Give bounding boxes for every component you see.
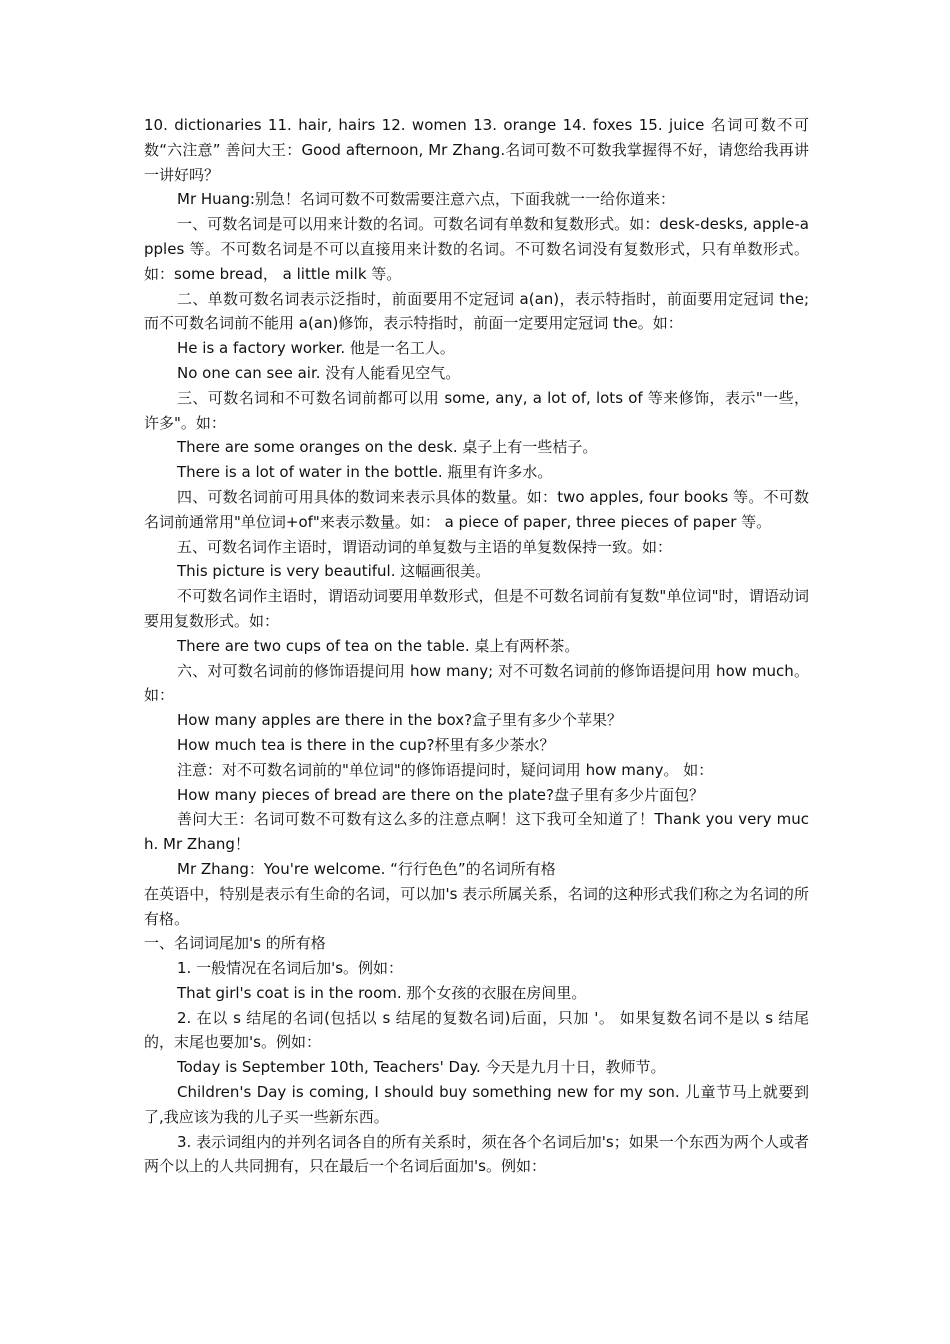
paragraph-possessive-heading: Mr Zhang：You're welcome. “行行色色”的名词所有格 — [177, 859, 556, 878]
example-sentence: How many apples are there in the box?盒子里有多少个苹果？ — [177, 711, 623, 730]
paragraph-rule-6: 六、对可数名词前的修饰语提问用 how many; 对不可数名词前的修饰语提问用 how much。 如： — [144, 661, 809, 705]
paragraph-possessive-rule-2: 2. 在以 s 结尾的名词(包括以 s 结尾的复数名词)后面，只加 '。 如果复数名词不是以 s 结尾的，末尾也要加's。例如： — [144, 1008, 809, 1052]
paragraph-dialogue-thanks: 善问大王：名词可数不可数有这么多的注意点啊！这下我可全知道了！Thank you very much. Mr Zhang！ — [144, 810, 809, 854]
section-heading: 一、名词词尾加's 的所有格 — [144, 934, 326, 953]
example-sentence: There is a lot of water in the bottle. 瓶里有许多水。 — [177, 463, 553, 482]
paragraph-possessive-rule-3: 3. 表示词组内的并列名词各自的所有关系时，须在各个名词后加's；如果一个东西为两个人或者两个以上的人共同拥有，只在最后一个名词后面加's。例如： — [144, 1132, 809, 1176]
paragraph-note: 注意：对不可数名词前的"单位词"的修饰语提问时，疑问词用 how many。 如： — [177, 760, 714, 779]
example-sentence: There are two cups of tea on the table. 桌上有两杯茶。 — [177, 636, 580, 655]
example-sentence: No one can see air. 没有人能看见空气。 — [177, 363, 461, 382]
example-sentence: Children's Day is coming, I should buy something new for my son. 儿童节马上就要到了,我应该为我的儿子买一些新东西。 — [144, 1083, 809, 1126]
paragraph-rule-4: 四、可数名词前可用具体的数词来表示具体的数量。如：two apples, four books 等。不可数名词前通常用"单位词+of"来表示数量。如： a piece of paper, three pieces of paper 等。 — [144, 487, 809, 531]
example-sentence: There are some oranges on the desk. 桌子上有一些桔子。 — [177, 438, 598, 457]
paragraph-rule-5-uncountable: 不可数名词作主语时，谓语动词要用单数形式，但是不可数名词前有复数"单位词"时，谓语动词要用复数形式。如： — [144, 587, 809, 630]
paragraph-huang-reply: Mr Huang:别急！名词可数不可数需要注意六点，下面我就一一给你道来： — [177, 190, 675, 209]
paragraph-rule-1: 一、可数名词是可以用来计数的名词。可数名词有单数和复数形式。如：desk-desks, apple-apples 等。不可数名词是不可以直接用来计数的名词。不可数名词没有复数形式，只有单数形式。如：some bread， a little milk 等。 — [144, 215, 809, 283]
example-sentence: How many pieces of bread are there on the plate?盘子里有多少片面包？ — [177, 785, 704, 804]
paragraph-rule-2: 二、单数可数名词表示泛指时，前面要用不定冠词 a(an)，表示特指时，前面要用定冠词 the; 而不可数名词前不能用 a(an)修饰，表示特指时，前面一定要用定冠词 the。如： — [144, 289, 809, 333]
paragraph-possessive-rule-1: 1. 一般情况在名词后加's。例如： — [177, 959, 404, 978]
example-sentence: He is a factory worker. 他是一名工人。 — [177, 339, 455, 358]
example-sentence: How much tea is there in the cup?杯里有多少茶水？ — [177, 735, 555, 754]
paragraph-possessive-intro: 在英语中，特别是表示有生命的名词，可以加's 表示所属关系，名词的这种形式我们称之为名词的所有格。 — [144, 884, 809, 928]
paragraph-rule-3: 三、可数名词和不可数名词前都可以用 some, any, a lot of, lots of 等来修饰，表示"一些，许多"。如： — [144, 388, 809, 432]
paragraph-intro: 10. dictionaries 11. hair, hairs 12. women 13. orange 14. foxes 15. juice 名词可数不可数“六注意” 善问大王：Good afternoon, Mr Zhang.名词可数不可数我掌握得不好，请您给我再讲一讲好吗？ — [144, 116, 809, 184]
example-sentence: Today is September 10th, Teachers' Day. 今天是九月十日，教师节。 — [177, 1058, 666, 1077]
document-body — [144, 113, 809, 1179]
paragraph-rule-5: 五、可数名词作主语时，谓语动词的单复数与主语的单复数保持一致。如： — [177, 537, 673, 556]
example-sentence: That girl's coat is in the room. 那个女孩的衣服在房间里。 — [177, 983, 587, 1002]
example-sentence: This picture is very beautiful. 这幅画很美。 — [177, 562, 491, 581]
